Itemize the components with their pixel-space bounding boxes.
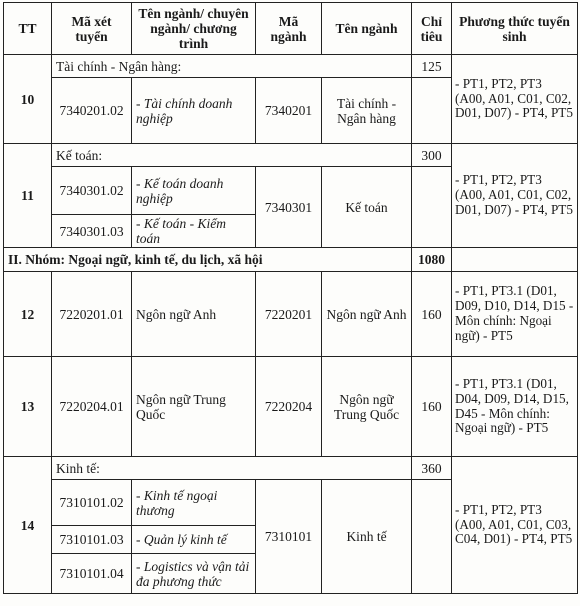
major-name: Ngôn ngữ Trung Quốc [322,357,412,457]
program-name: - Kinh tế ngoại thương [132,480,256,526]
table-row [4,357,578,457]
group-label: Kế toán: [52,144,412,167]
row-number: 10 [4,55,52,144]
major-name: Tài chính - Ngân hàng [322,78,412,144]
section-row [4,248,578,272]
program-name: - Kế toán - Kiểm toán [132,215,256,248]
table-row [4,272,578,357]
quota: 160 [412,357,452,457]
header-phuong-thuc: Phương thức tuyển sinh [452,3,578,55]
admission-methods: - PT1, PT2, PT3 (A00, A01, C01, C02, D01, D07) - PT4, PT5 [452,55,578,144]
major-name: Ngôn ngữ Anh [322,272,412,357]
group-label: Kinh tế: [52,457,412,480]
program-name: - Kế toán doanh nghiệp [132,167,256,215]
header-row [4,3,578,55]
quota-cell [412,167,452,248]
header-ten-nganh-chuong-trinh: Tên ngành/ chuyên ngành/ chương trình [132,3,256,55]
major-code: 7220201 [256,272,322,357]
major-name: Kinh tế [322,480,412,594]
admission-methods: - PT1, PT2, PT3 (A00, A01, C01, C03, C04, D01) - PT4, PT5 [452,457,578,594]
major-name: Kế toán [322,167,412,248]
header-chi-tieu: Chỉ tiêu [412,3,452,55]
section-methods [452,248,578,272]
admission-methods: - PT1, PT3.1 (D01, D09, D10, D14, D15 - Môn chính: Ngoại ngữ) - PT5 [452,272,578,357]
header-tt: TT [4,3,52,55]
header-ma-nganh: Mã ngành [256,3,322,55]
section-label: II. Nhóm: Ngoại ngữ, kinh tế, du lịch, xã hội [4,248,412,272]
admission-methods: - PT1, PT3.1 (D01, D04, D09, D14, D15, D45 - Môn chính: Ngoại ngữ) - PT5 [452,357,578,457]
program-name: - Logistics và vận tải đa phương thức [132,554,256,594]
program-name: Ngôn ngữ Anh [132,272,256,357]
group-quota: 125 [412,55,452,78]
row-number: 12 [4,272,52,357]
admission-code: 7340301.03 [52,215,132,248]
group-quota: 360 [412,457,452,480]
admission-code: 7340201.02 [52,78,132,144]
table-row [4,55,578,78]
major-code: 7220204 [256,357,322,457]
row-number: 11 [4,144,52,248]
quota-cell [412,78,452,144]
admission-code: 7220201.01 [52,272,132,357]
admission-code: 7220204.01 [52,357,132,457]
major-code: 7340301 [256,167,322,248]
admission-code: 7310101.02 [52,480,132,526]
quota-cell [412,480,452,594]
admission-code: 7340301.02 [52,167,132,215]
admissions-table [3,2,578,594]
header-ten-nganh: Tên ngành [322,3,412,55]
program-name: - Tài chính doanh nghiệp [132,78,256,144]
row-number: 13 [4,357,52,457]
admission-code: 7310101.04 [52,554,132,594]
major-code: 7310101 [256,480,322,594]
admission-methods: - PT1, PT2, PT3 (A00, A01, C01, C02, D01, D07) - PT4, PT5 [452,144,578,248]
section-quota: 1080 [412,248,452,272]
quota: 160 [412,272,452,357]
admission-code: 7310101.03 [52,526,132,554]
major-code: 7340201 [256,78,322,144]
table-row [4,144,578,167]
program-name: Ngôn ngữ Trung Quốc [132,357,256,457]
group-label: Tài chính - Ngân hàng: [52,55,412,78]
row-number: 14 [4,457,52,594]
table-row [4,457,578,480]
header-ma-xet-tuyen: Mã xét tuyển [52,3,132,55]
group-quota: 300 [412,144,452,167]
program-name: - Quản lý kinh tế [132,526,256,554]
